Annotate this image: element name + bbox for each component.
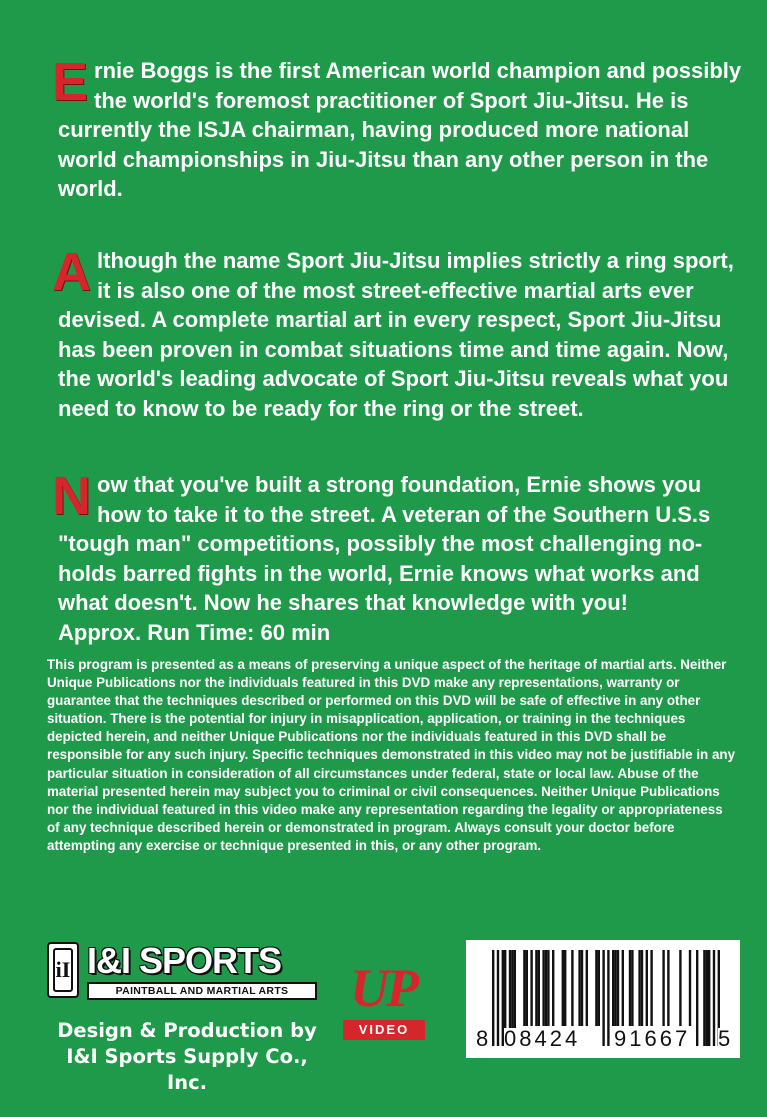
paragraph-sport — [52, 242, 748, 423]
barcode-bar — [581, 950, 583, 1026]
barcode-bar — [598, 950, 600, 1026]
barcode-bar — [545, 950, 547, 1026]
disclaimer: This program is presented as a means of preserving a unique aspect of the heritage of martial arts. Neither Unique Publications nor the individuals featured in this DVD make any representations, warranty or guarantee that the techniques described or performed on this DVD will be safe of effective in any other situation. There is the potential for injury in misapplication, application, or training in the techniques depicted herein, and neither Unique Publications nor the individuals featured in this DVD shall be responsible for any such injury. Specific techniques demonstrated in this video may not be justifiable in any particular situation in consideration of all circumstances under federal, state or local law. Abuse of the material presented herein may subject you to criminal or civil consequences. Neither Unique Publications nor the individual featured in this video make any representation regarding the legality or appropriateness of any technique described herein or demonstrated in program. Always consult your doctor before attempting any exercise or technique presented in this, or any other program. — [47, 657, 736, 853]
paragraph-street — [52, 466, 748, 647]
barcode-bar — [538, 950, 540, 1026]
barcode-left-digits: 08424 — [504, 1026, 581, 1051]
dropcap-n: N — [52, 466, 91, 526]
barcode-bar — [631, 950, 633, 1026]
run-time: Approx. Run Time: 60 min — [58, 619, 331, 645]
paragraph-sport-text: lthough the name Sport Jiu-Jitsu implies strictly a ring sport, it is also one of the most street-effective martial arts ever devised. A complete martial art in every respect, Sport Jiu-Jitsu has been proven in combat situations time and time again. Now, the world's leading advocate of Sport Jiu-Jitsu reveals what you need to know to be ready for the ring or the street. — [58, 248, 734, 421]
barcode-bar — [641, 950, 643, 1026]
barcode-bar — [638, 950, 640, 1026]
dropcap-a: A — [52, 242, 91, 302]
up-logo-mark: UP — [350, 958, 416, 1018]
barcode — [466, 940, 740, 1058]
barcode-bar — [612, 950, 614, 1026]
ii-sports-logo — [47, 942, 319, 1004]
barcode-bar — [708, 950, 710, 1046]
barcode-bar — [703, 950, 705, 1046]
barcode-bar — [564, 950, 566, 1026]
barcode-bar — [607, 950, 609, 1046]
barcode-bar — [547, 950, 549, 1026]
ii-emblem-icon: iI — [47, 942, 79, 998]
barcode-bar — [571, 950, 573, 1026]
paragraph-street-text: ow that you've built a strong foundation, Ernie shows you how to take it to the street. A veteran of the Southern U.S.s "tough man" competitions, possibly the most challenging no-holds barred fights in the world, Ernie knows what works and what doesn't. Now he shares that knowledge with you! — [58, 472, 711, 615]
barcode-bar — [667, 950, 669, 1026]
barcode-bar — [530, 950, 532, 1026]
barcode-bar — [542, 950, 544, 1026]
barcode-bar — [706, 950, 708, 1046]
credits-line-1: Design & Production by — [57, 1019, 317, 1042]
barcode-bar — [492, 950, 494, 1046]
barcode-first-digit: 8 — [476, 1026, 489, 1051]
barcode-bar — [552, 950, 554, 1026]
barcode-bar — [535, 950, 537, 1026]
barcode-bar — [595, 950, 597, 1026]
barcode-last-digit: 5 — [718, 1026, 731, 1051]
barcode-bar — [622, 950, 624, 1026]
barcode-bar — [614, 950, 616, 1026]
barcode-bar — [523, 950, 525, 1026]
barcode-bar — [662, 950, 664, 1026]
up-video-logo — [333, 960, 433, 1042]
ii-sports-tagline: PAINTBALL AND MARTIAL ARTS — [87, 982, 317, 1000]
barcode-bar — [497, 950, 499, 1046]
paragraph-bio-text: rnie Boggs is the first American world champion and possibly the world's foremost practitioner of Sport Jiu-Jitsu. He is currently the ISJA chairman, having produced more national world championships in Jiu-Jitsu than any other person in the world. — [58, 58, 742, 201]
barcode-bar — [679, 950, 681, 1026]
credits — [47, 1018, 327, 1096]
barcode-bar — [713, 950, 715, 1046]
up-logo-video-label: VIDEO — [343, 1020, 425, 1040]
barcode-bar — [696, 950, 698, 1046]
barcode-right-digits: 91667 — [614, 1026, 691, 1051]
barcode-bar — [586, 950, 588, 1026]
barcode-bar — [526, 950, 528, 1026]
credits-line-2: I&I Sports Supply Co., Inc. — [66, 1045, 308, 1094]
barcode-bar — [562, 950, 564, 1026]
barcode-bar — [650, 950, 652, 1026]
barcode-bar — [578, 950, 580, 1026]
barcode-bar — [629, 950, 631, 1026]
ii-sports-wordmark: I&I SPORTS — [87, 940, 282, 981]
dropcap-e: E — [52, 52, 89, 112]
barcode-bar — [602, 950, 604, 1046]
barcode-bar — [646, 950, 648, 1026]
barcode-bar — [617, 950, 619, 1026]
paragraph-bio — [52, 52, 748, 204]
barcode-bar — [689, 950, 691, 1026]
